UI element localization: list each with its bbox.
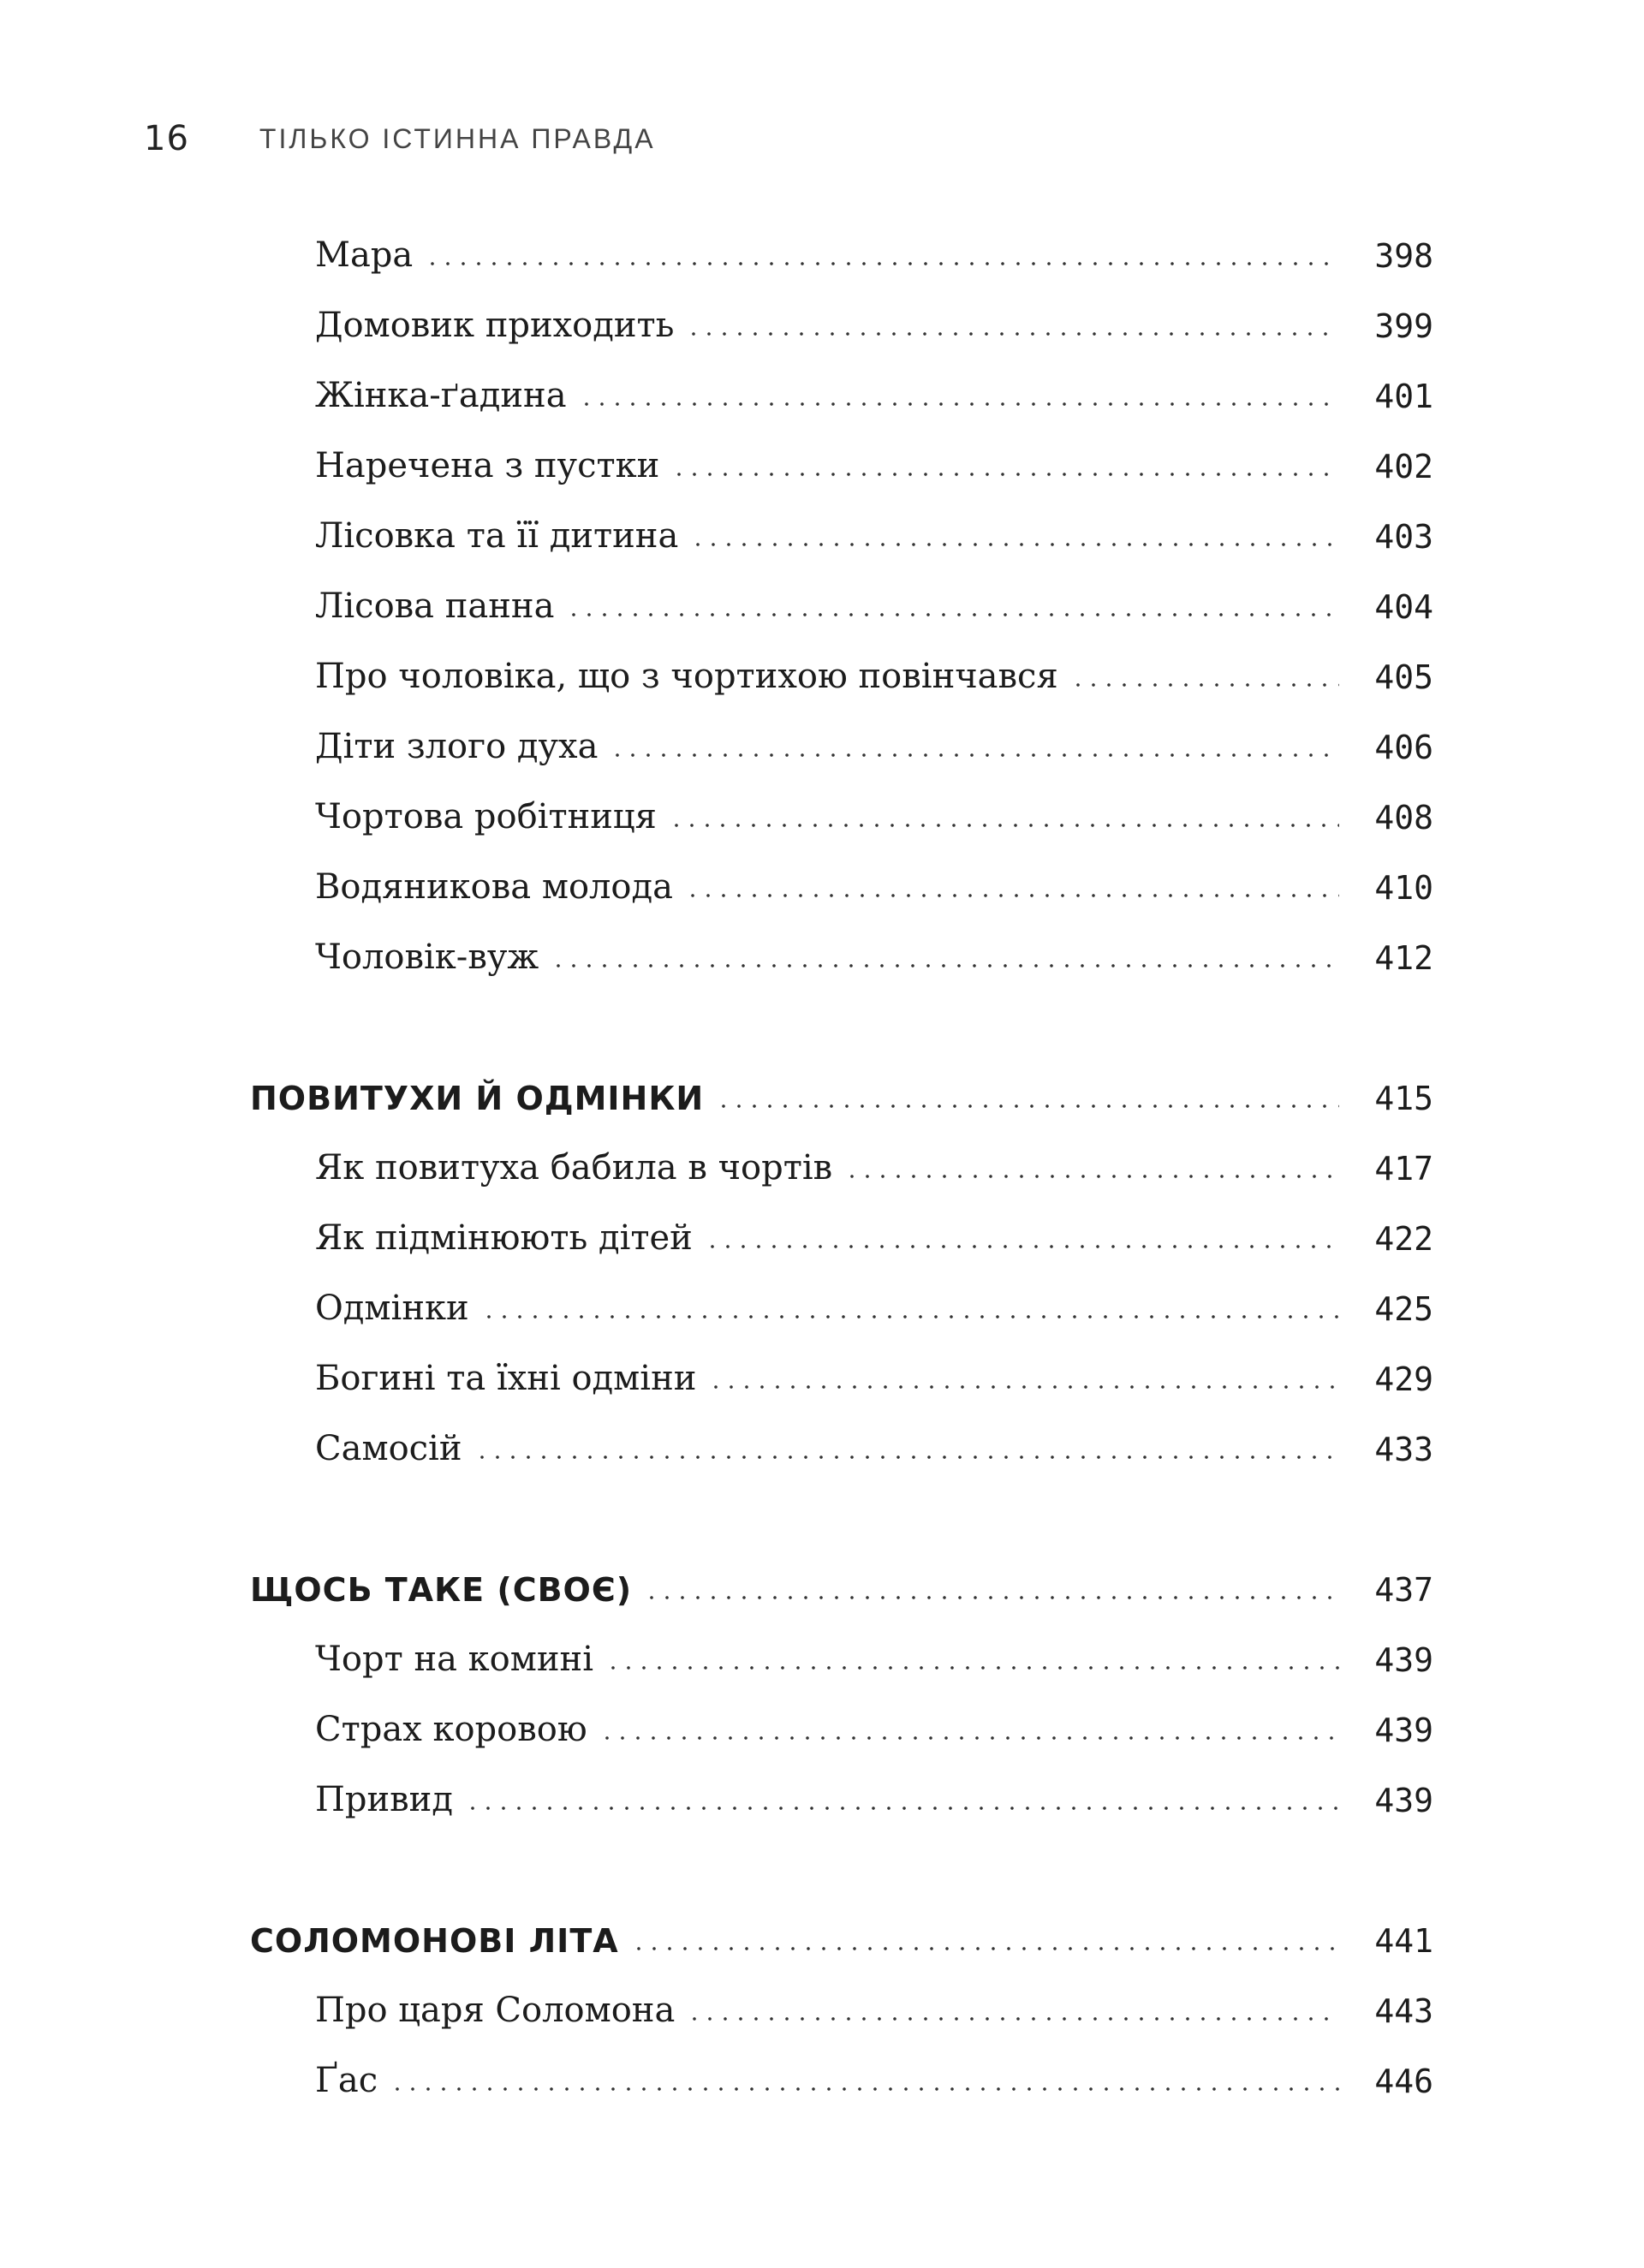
toc-entry-title: Про чоловіка, що з чортихою повінчався <box>315 657 1058 696</box>
toc-entry <box>315 498 1433 556</box>
dot-leader <box>599 1736 1339 1740</box>
dot-leader <box>716 1104 1339 1108</box>
toc-entry <box>315 1200 1433 1258</box>
toc-entry-page: 433 <box>1374 1431 1433 1468</box>
toc-entry-page: 446 <box>1374 2063 1433 2100</box>
toc-entry-title: Жінка-ґадина <box>315 376 567 415</box>
toc-entry-title: Чортова робітниця <box>315 797 657 836</box>
toc-entry <box>315 1271 1433 1328</box>
toc-entry <box>315 709 1433 764</box>
dot-leader <box>690 543 1339 546</box>
toc-entry-page: 403 <box>1374 518 1433 556</box>
dot-leader <box>551 964 1339 967</box>
toc-entry-page: 398 <box>1374 237 1433 275</box>
toc-entry-page: 404 <box>1374 588 1433 626</box>
toc-entry-page: 405 <box>1374 658 1433 696</box>
dot-leader <box>481 1315 1339 1319</box>
toc-entry <box>315 358 1433 413</box>
toc-section-heading <box>250 1551 1433 1609</box>
dot-leader <box>669 824 1339 827</box>
running-header <box>144 113 656 164</box>
toc-entry-page: 410 <box>1374 869 1433 907</box>
toc-entry-page: 412 <box>1374 939 1433 977</box>
toc-entry <box>315 639 1433 696</box>
dot-leader <box>687 2017 1339 2021</box>
toc-entry-title: Ґас <box>315 2061 378 2100</box>
toc-entry-page: 402 <box>1374 448 1433 485</box>
toc-section-heading <box>250 1060 1433 1115</box>
toc-entry-page: 439 <box>1374 1711 1433 1749</box>
toc-entry <box>315 2043 1433 2098</box>
toc-entry-title: Привид <box>315 1780 453 1819</box>
dot-leader <box>705 1245 1339 1248</box>
toc-entry-page: 439 <box>1374 1641 1433 1679</box>
dot-leader <box>465 1807 1339 1810</box>
section-heading-title: ЩОСЬ ТАКЕ (СВОЄ) <box>250 1571 633 1609</box>
toc-entry-page: 415 <box>1374 1080 1433 1117</box>
toc-entry <box>315 1973 1433 2030</box>
toc-entry <box>315 568 1433 626</box>
toc-entry-title: Домовик приходить <box>315 306 675 345</box>
section-heading-title: СОЛОМОНОВІ ЛІТА <box>250 1922 619 1960</box>
toc-entry-title: Лісова панна <box>315 586 555 626</box>
toc-entry-page: 406 <box>1374 729 1433 766</box>
toc-entry <box>315 217 1433 275</box>
dot-leader <box>566 613 1339 616</box>
toc-entry-page: 439 <box>1374 1782 1433 1819</box>
toc-entry-title: Чорт на комині <box>315 1640 593 1679</box>
dot-leader <box>610 753 1339 757</box>
toc-entry <box>315 849 1433 907</box>
dot-leader <box>579 402 1339 406</box>
running-title: ТІЛЬКО ІСТИННА ПРАВДА <box>259 122 656 154</box>
toc-entry-title: Як повитуха бабила в чортів <box>315 1148 833 1188</box>
toc-entry-page: 425 <box>1374 1290 1433 1328</box>
dot-leader <box>844 1175 1339 1178</box>
toc-entry-page: 437 <box>1374 1571 1433 1609</box>
toc-section-heading <box>250 1902 1433 1960</box>
dot-leader <box>685 894 1339 897</box>
dot-leader <box>390 2087 1339 2091</box>
toc-entry-title: Лісовка та її дитина <box>315 516 679 556</box>
toc-entry-title: Одмінки <box>315 1289 469 1328</box>
page-number: 16 <box>144 119 189 158</box>
toc-entry <box>315 1692 1433 1747</box>
toc-entry <box>315 920 1433 977</box>
dot-leader <box>631 1947 1339 1950</box>
toc-entry-page: 399 <box>1374 307 1433 345</box>
dot-leader <box>708 1385 1339 1389</box>
toc-entry-page: 417 <box>1374 1150 1433 1188</box>
toc-entry <box>315 1762 1433 1817</box>
section-heading-title: ПОВИТУХИ Й ОДМІНКИ <box>250 1080 705 1117</box>
toc-entry <box>315 1130 1433 1188</box>
toc-entry-page: 441 <box>1374 1922 1433 1960</box>
toc-entry-title: Водяникова молода <box>315 867 673 907</box>
toc-entry-title: Як підмінюють дітей <box>315 1218 693 1258</box>
toc-entry <box>315 428 1433 483</box>
toc-entry-title: Діти злого духа <box>315 727 599 766</box>
dot-leader <box>425 262 1339 265</box>
dot-leader <box>474 1455 1339 1459</box>
toc-entry <box>315 288 1433 345</box>
toc-entry-page: 401 <box>1374 378 1433 415</box>
toc-entry-title: Мара <box>315 235 414 275</box>
toc-entry-title: Страх коровою <box>315 1710 587 1749</box>
toc-entry-title: Чоловік-вуж <box>315 938 539 977</box>
dot-leader <box>1070 683 1339 687</box>
toc-entry-title: Наречена з пустки <box>315 446 660 485</box>
toc-entry-title: Про царя Соломона <box>315 1991 676 2030</box>
toc-entry <box>315 1411 1433 1466</box>
dot-leader <box>644 1596 1339 1599</box>
toc-entry-title: Самосій <box>315 1429 462 1468</box>
toc-entry <box>315 1622 1433 1679</box>
toc-entry <box>315 1341 1433 1396</box>
toc-entry-page: 443 <box>1374 1992 1433 2030</box>
toc-entry-page: 408 <box>1374 799 1433 836</box>
toc-entry <box>315 779 1433 834</box>
toc-entry-title: Богині та їхні одміни <box>315 1359 697 1398</box>
dot-leader <box>671 473 1339 476</box>
dot-leader <box>686 332 1339 336</box>
toc-entry-page: 422 <box>1374 1220 1433 1258</box>
toc-entry-page: 429 <box>1374 1360 1433 1398</box>
dot-leader <box>605 1666 1339 1670</box>
